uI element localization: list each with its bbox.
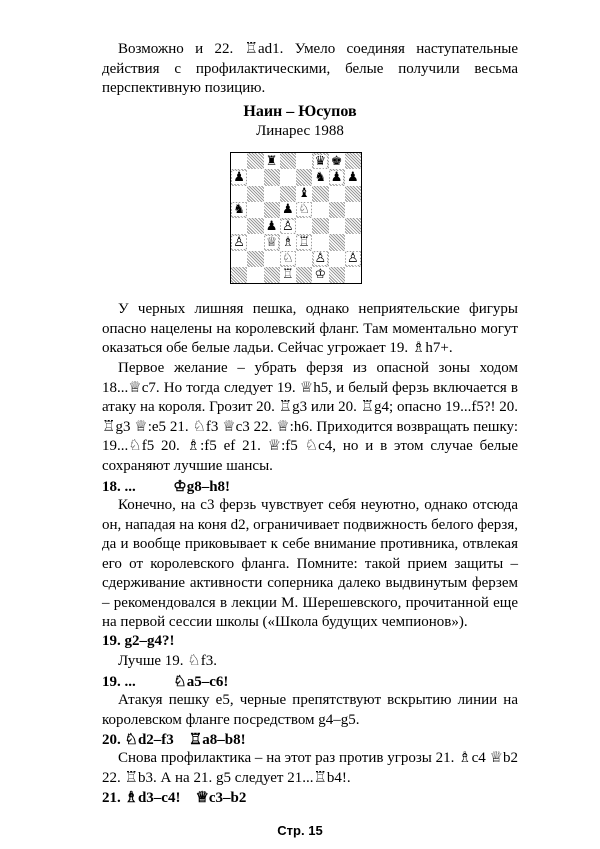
board-square	[312, 153, 328, 169]
chess-piece-icon: ♛	[314, 153, 327, 169]
board-square	[345, 267, 361, 283]
board-square	[280, 202, 296, 218]
move-19-white: 19. g2–g4?!	[102, 633, 175, 649]
chess-piece-icon: ♞	[314, 169, 327, 185]
board-square	[296, 202, 312, 218]
board-square	[296, 153, 312, 169]
board-square	[329, 202, 345, 218]
board-square	[296, 186, 312, 202]
board-square	[280, 186, 296, 202]
chess-piece-icon: ♘	[298, 202, 310, 218]
board-square	[247, 234, 263, 250]
board-square	[329, 234, 345, 250]
chess-diagram	[230, 152, 362, 284]
board-square	[296, 169, 312, 185]
board-square	[296, 267, 312, 283]
chess-piece-icon: ♟	[265, 218, 278, 234]
chess-piece-icon: ♟	[282, 202, 294, 218]
board-square	[264, 218, 280, 234]
chess-piece-icon: ♟	[347, 169, 359, 185]
chess-piece-icon: ♔	[314, 267, 327, 283]
paragraph-attack: Атакуя пешку е5, черные препятствуют вскрытию линии на королевском фланге посредством g4–g5.	[102, 692, 518, 728]
move-19-black: 19. ... ♘a5–c6!	[102, 674, 229, 690]
board-square	[231, 153, 247, 169]
paragraph-position-assessment: У черных лишняя пешка, однако неприятельские фигуры опасно нацелены на королевский фланг. Там моментально могут оказаться обе белые ладьи. Сейчас угрожает 19. ♗h7+.	[102, 301, 518, 356]
board-square	[280, 218, 296, 234]
chess-piece-icon: ♞	[233, 202, 245, 218]
board-square	[264, 251, 280, 267]
chess-piece-icon: ♟	[330, 169, 343, 185]
chess-piece-icon: ♙	[282, 218, 294, 234]
board-square	[264, 234, 280, 250]
board-square	[231, 267, 247, 283]
board-square	[247, 169, 263, 185]
chess-piece-icon: ♟	[233, 169, 245, 185]
board-square	[312, 169, 328, 185]
chess-piece-icon: ♘	[282, 251, 294, 267]
board-square	[329, 153, 345, 169]
board-square	[231, 234, 247, 250]
paragraph-commentary: Конечно, на с3 ферзь чувствует себя неуютно, однако отсюда он, нападая на коня d2, ограничивает подвижность белого ферзя, да и вообще приковывает к себе внимание противника, отвлекая его от королевского фланга. Помните: такой прием защиты – сдерживание активности соперника далеко выдвинутым ферзем – рекомендовался в лекции М. Шерешевского, прочитанной еще на первой сессии школы («Школа будущих чемпионов»).	[102, 497, 518, 630]
move-20: 20. ♘d2–f3 ♖a8–b8!	[102, 732, 246, 748]
chess-board	[231, 153, 361, 283]
board-square	[264, 153, 280, 169]
chess-piece-icon: ♖	[298, 234, 310, 250]
board-square	[329, 169, 345, 185]
chess-piece-icon: ♜	[265, 153, 278, 169]
chess-piece-icon: ♖	[282, 267, 294, 283]
board-square	[231, 186, 247, 202]
paragraph-better-move: Лучше 19. ♘f3.	[118, 653, 217, 669]
board-square	[247, 267, 263, 283]
board-square	[312, 251, 328, 267]
board-square	[247, 218, 263, 234]
chess-piece-icon: ♙	[347, 251, 359, 267]
game-event: Линарес 1988	[256, 123, 344, 139]
chess-piece-icon: ♕	[265, 234, 278, 250]
board-square	[296, 234, 312, 250]
game-players: Наин – Юсупов	[243, 103, 357, 120]
board-square	[296, 251, 312, 267]
paragraph-prophylaxis: Снова профилактика – на этот раз против угрозы 21. ♗c4 ♕b2 22. ♖b3. А на 21. g5 следует 21...♖b4!.	[102, 750, 518, 786]
board-square	[312, 234, 328, 250]
intro-paragraph: Возможно и 22. ♖ad1. Умело соединяя наступательные действия с профилактическими, белые получили весьма перспективную позицию.	[102, 41, 518, 96]
board-square	[345, 186, 361, 202]
board-square	[231, 251, 247, 267]
paragraph-analysis: Первое желание – убрать ферзя из опасной зоны ходом 18...♕c7. Но тогда следует 19. ♕h5, и белый ферзь включается в атаку на короля. Грозит 20. ♖g3 или 20. ♖g4; опасно 19...f5?! 20. ♖g3 ♕:e5 21. ♘f3 ♕c3 22. ♕:h6. Приходится возвращать пешку: 19...♘f5 20. ♗:f5 ef 21. ♕:f5 ♘c4, но и в этом случае белые сохраняют лучшие шансы.	[102, 360, 518, 474]
board-square	[264, 169, 280, 185]
board-square	[345, 218, 361, 234]
board-square	[329, 218, 345, 234]
board-square	[280, 267, 296, 283]
chess-piece-icon: ♗	[282, 234, 294, 250]
board-square	[329, 267, 345, 283]
move-18: 18. ... ♔g8–h8!	[102, 479, 231, 495]
board-square	[247, 251, 263, 267]
board-square	[312, 186, 328, 202]
board-square	[264, 267, 280, 283]
board-square	[231, 169, 247, 185]
chess-piece-icon: ♚	[330, 153, 343, 169]
board-square	[312, 218, 328, 234]
board-square	[329, 251, 345, 267]
board-square	[247, 202, 263, 218]
board-square	[264, 202, 280, 218]
board-square	[345, 202, 361, 218]
board-square	[280, 169, 296, 185]
board-square	[247, 153, 263, 169]
chess-piece-icon: ♝	[298, 186, 310, 202]
board-square	[312, 267, 328, 283]
board-square	[280, 153, 296, 169]
board-square	[345, 251, 361, 267]
page-number: Стр. 15	[277, 823, 323, 838]
board-square	[345, 234, 361, 250]
board-square	[329, 186, 345, 202]
board-square	[280, 234, 296, 250]
chess-piece-icon: ♙	[233, 234, 245, 250]
board-square	[231, 202, 247, 218]
board-square	[345, 169, 361, 185]
board-square	[264, 186, 280, 202]
board-square	[231, 218, 247, 234]
chess-piece-icon: ♙	[314, 251, 327, 267]
board-square	[312, 202, 328, 218]
board-square	[296, 218, 312, 234]
move-21: 21. ♗d3–c4! ♕c3–b2	[102, 790, 247, 806]
board-square	[345, 153, 361, 169]
board-square	[247, 186, 263, 202]
board-square	[280, 251, 296, 267]
